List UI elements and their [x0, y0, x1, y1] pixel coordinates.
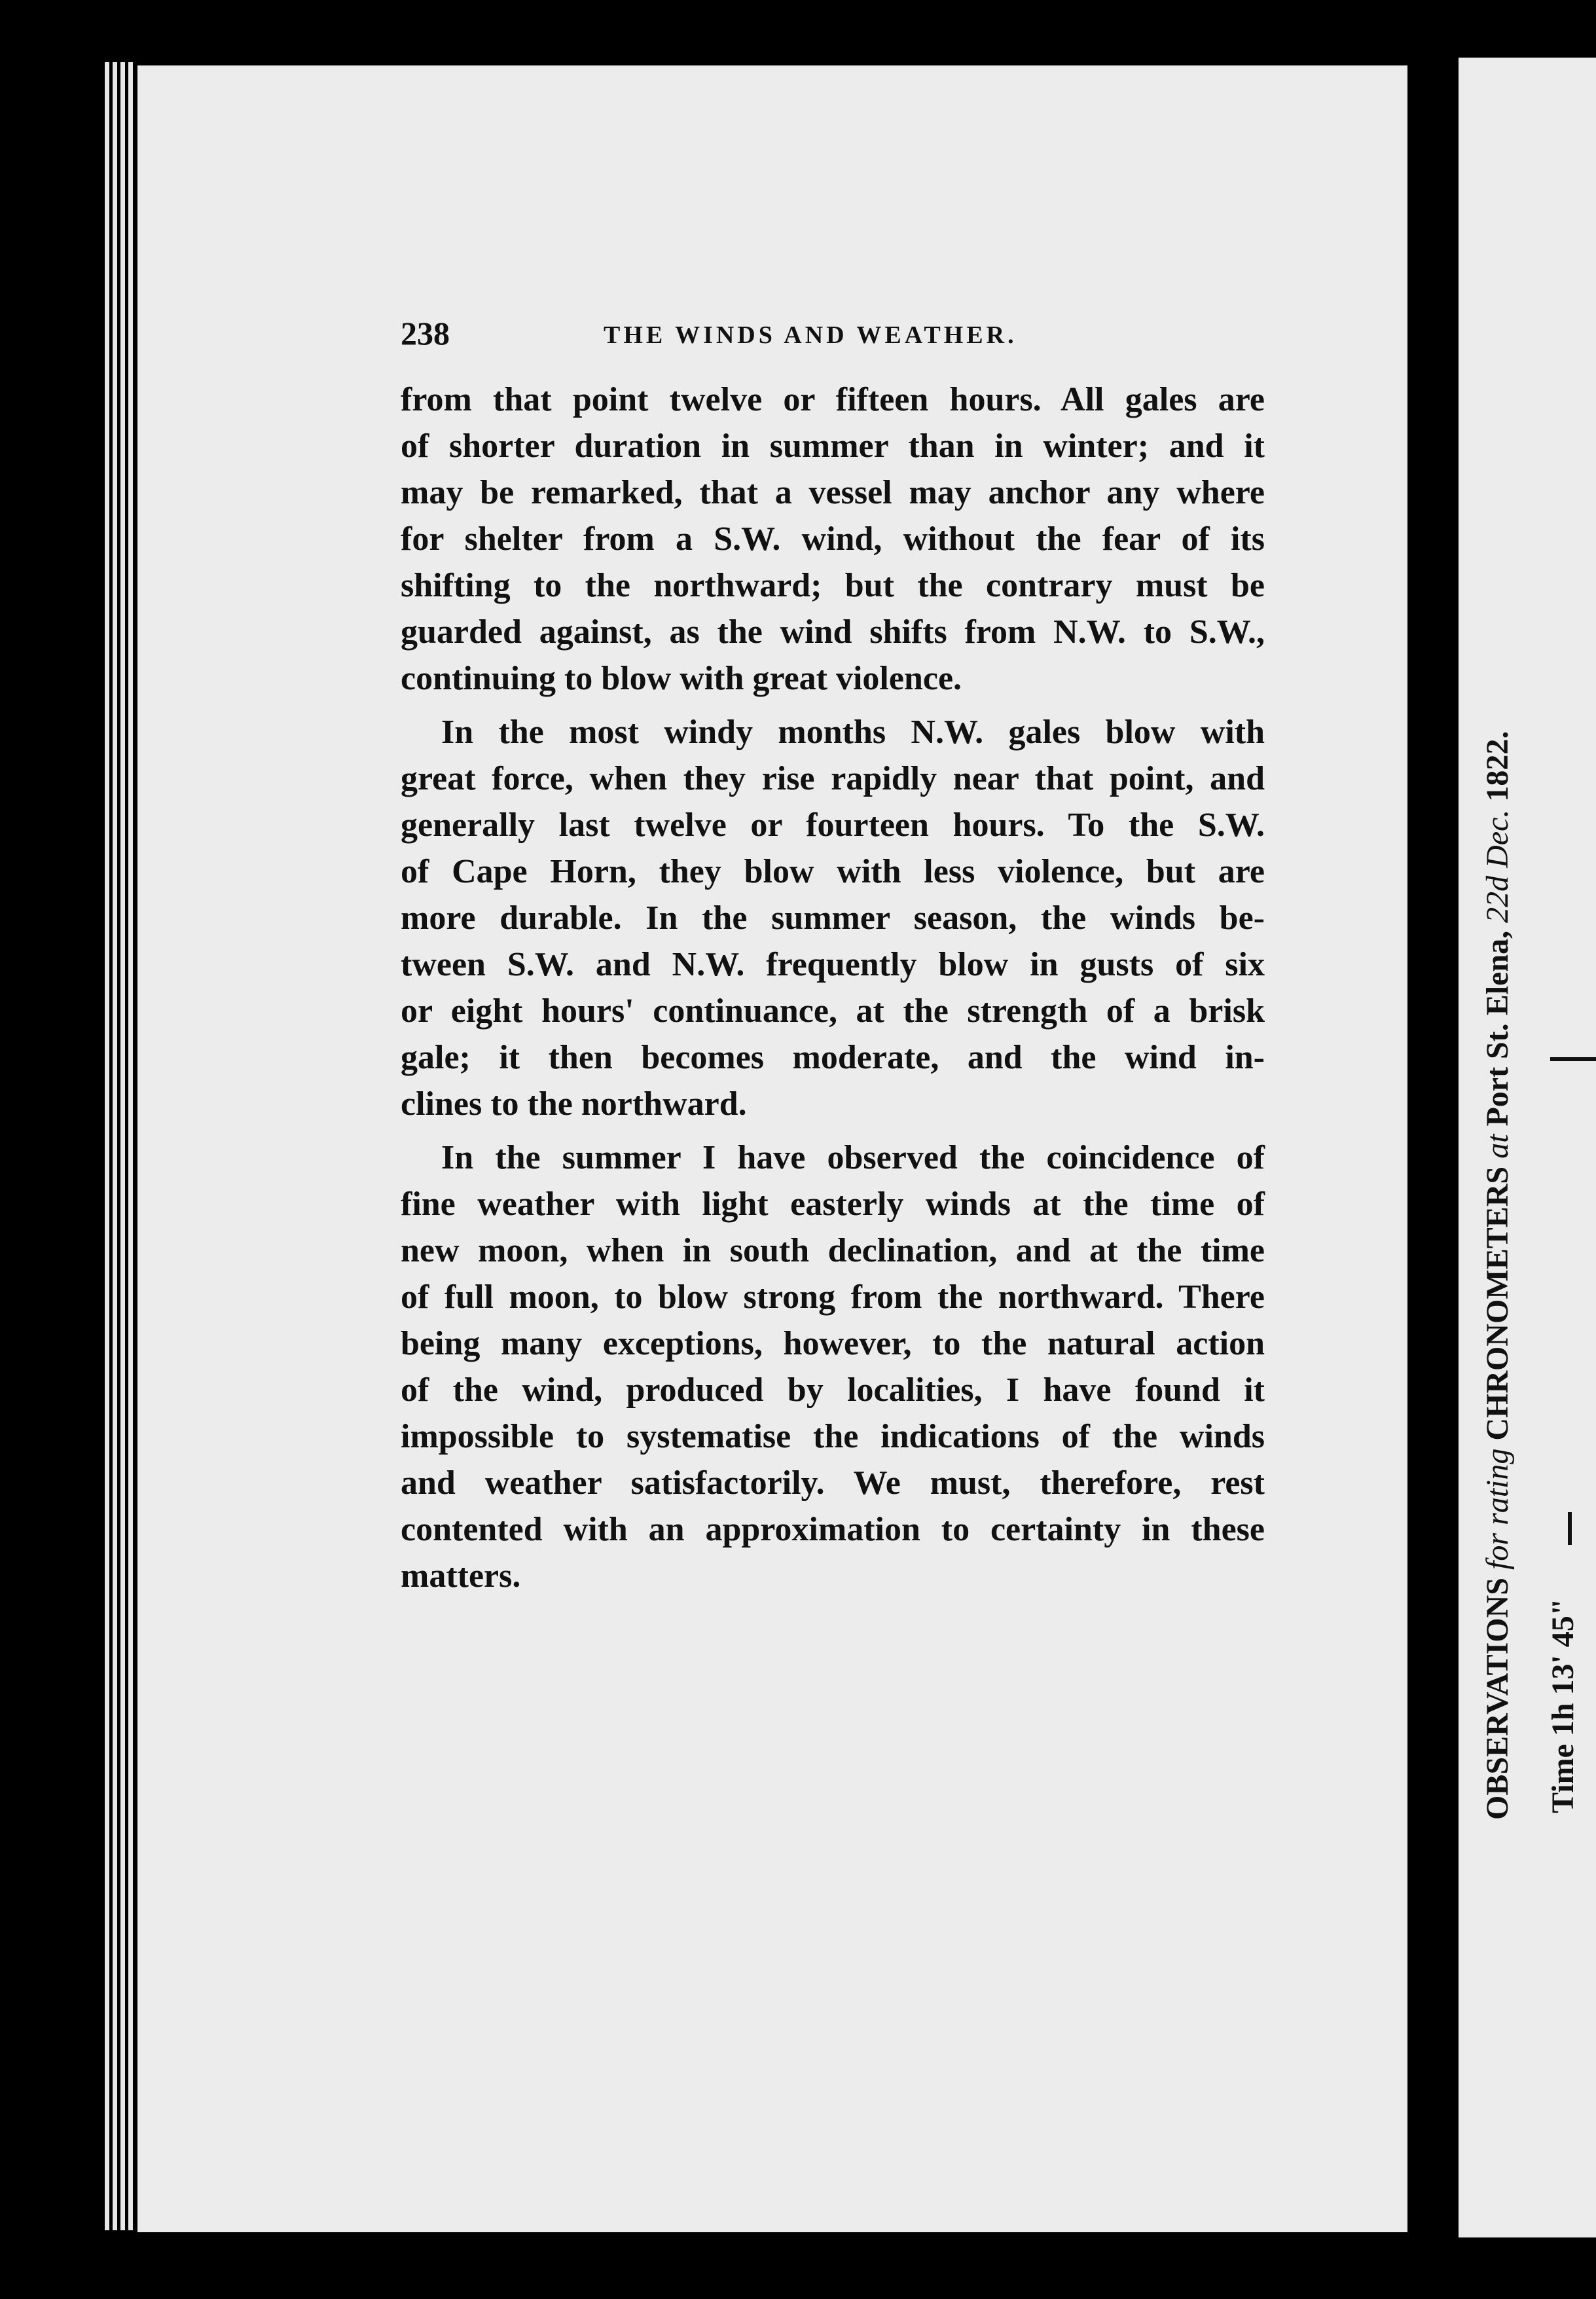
foldout-title-word: OBSERVATIONS: [1480, 1577, 1515, 1820]
text-line: of full moon, to blow strong from the northward. There: [401, 1278, 1265, 1316]
text-line: new moon, when in south declination, and at the time: [401, 1232, 1265, 1269]
text-line: great force, when they rise rapidly near that point, and: [401, 760, 1265, 797]
page-header: [401, 314, 1271, 360]
foldout-time-label: Time: [1546, 1744, 1580, 1813]
text-line: impossible to systematise the indications of the winds: [401, 1418, 1265, 1455]
text-line: from that point twelve or fifteen hours. All gales are: [401, 381, 1265, 418]
text-line: In the summer I have observed the coincidence of: [441, 1139, 1265, 1176]
text-line: or eight hours' continuance, at the strength of a brisk: [401, 992, 1265, 1030]
text-line: gale; it then becomes moderate, and the wind in-: [401, 1039, 1265, 1076]
table-rule: [1550, 1057, 1596, 1061]
text-line: In the most windy months N.W. gales blow with: [441, 714, 1265, 751]
text-line: fine weather with light easterly winds at the time of: [401, 1186, 1265, 1223]
text-line: guarded against, as the wind shifts from N.W. to S.W.,: [401, 613, 1265, 651]
text-line: contented with an approximation to certainty in these: [401, 1511, 1265, 1548]
foldout-title-word: at: [1480, 1134, 1515, 1159]
text-line: for shelter from a S.W. wind, without the fear of its: [401, 520, 1265, 558]
foldout-title-word: Port St. Elena,: [1480, 930, 1515, 1127]
running-title: THE WINDS AND WEATHER.: [604, 321, 1017, 349]
foldout-time: [1545, 1599, 1581, 1813]
text-line: shifting to the northward; but the contrary must be: [401, 567, 1265, 604]
text-line: being many exceptions, however, to the natural action: [401, 1325, 1265, 1362]
foldout-title-word: 1822.: [1480, 731, 1515, 802]
text-line: generally last twelve or fourteen hours. To the S.W.: [401, 806, 1265, 844]
text-line: continuing to blow with great violence.: [401, 660, 962, 697]
text-line: of Cape Horn, they blow with less violence, but are: [401, 853, 1265, 890]
text-line: more durable. In the summer season, the winds be-: [401, 899, 1265, 937]
foldout-title-word: for rating: [1480, 1448, 1515, 1570]
foldout-time-value: 1h 13' 45": [1546, 1598, 1580, 1737]
foldout-title-word: CHRONOMETERS: [1480, 1166, 1515, 1441]
text-line: of shorter duration in summer than in winter; and it: [401, 427, 1265, 465]
text-line: may be remarked, that a vessel may anchor any where: [401, 474, 1265, 511]
text-line: and weather satisfactorily. We must, therefore, rest: [401, 1464, 1265, 1502]
body-text: [401, 376, 1265, 1599]
text-line: matters.: [401, 1557, 521, 1595]
page-fold-gutter: [1407, 59, 1460, 2239]
foldout-title: [1479, 731, 1515, 1820]
table-rule: [1568, 1512, 1572, 1545]
text-line: tween S.W. and N.W. frequently blow in gusts of six: [401, 946, 1265, 983]
text-line: of the wind, produced by localities, I have found it: [401, 1371, 1265, 1409]
text-line: clines to the northward.: [401, 1085, 747, 1123]
foldout-title-word: 22d Dec.: [1480, 809, 1515, 923]
page-number: 238: [401, 315, 450, 352]
